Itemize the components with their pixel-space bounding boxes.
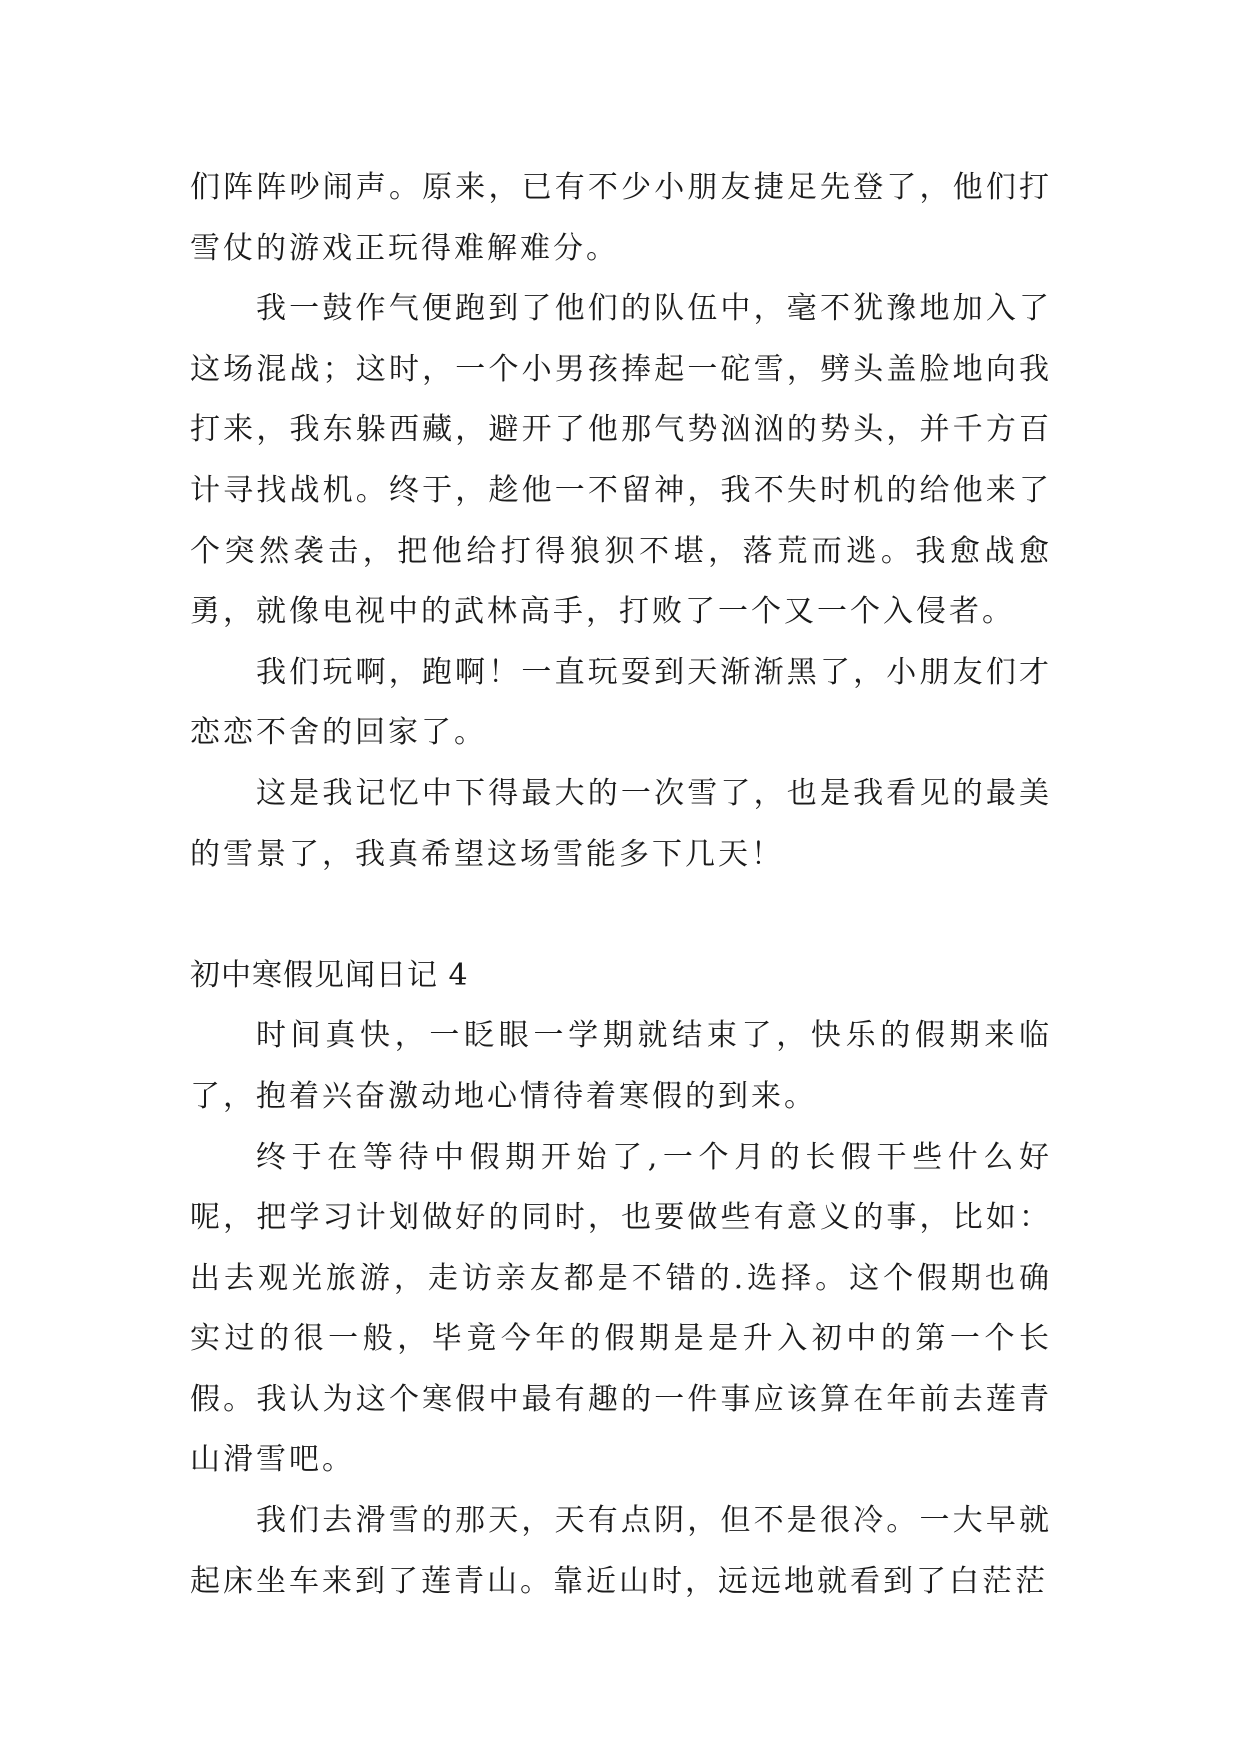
paragraph-biggest-snow: 这是我记忆中下得最大的一次雪了，也是我看见的最美的雪景了，我真希望这场雪能多下几天！ [190, 775, 1052, 872]
document-body [190, 158, 1052, 1612]
section-title: 初中寒假见闻日记 4 [190, 957, 469, 993]
paragraph-play-until-dark: 我们玩啊，跑啊！一直玩耍到天渐渐黑了，小朋友们才恋恋不舍的回家了。 [190, 654, 1052, 751]
paragraph-continuation: 们阵阵吵闹声。原来，已有不少小朋友捷足先登了，他们打雪仗的游戏正玩得难解难分。 [190, 170, 1052, 266]
paragraph-skiing-day: 我们去滑雪的那天，天有点阴，但不是很冷。一大早就起床坐车来到了莲青山。靠近山时，远远地就看到了白茫茫 [190, 1503, 1052, 1599]
paragraph-time-flies: 时间真快，一眨眼一学期就结束了，快乐的假期来临了，抱着兴奋激动地心情待着寒假的到来。 [190, 1018, 1052, 1114]
paragraph-holiday-plans: 终于在等待中假期开始了,一个月的长假干些什么好呢，把学习计划做好的同时，也要做些有意义的事，比如：出去观光旅游，走访亲友都是不错的.选择。这个假期也确实过的很一般，毕竟今年的假期是是升入初中的第一个长假。我认为这个寒假中最有趣的一件事应该算在年前去莲青山滑雪吧。 [190, 1139, 1052, 1478]
section-spacer [190, 885, 1052, 946]
paragraph-snowball-fight: 我一鼓作气便跑到了他们的队伍中，毫不犹豫地加入了这场混战；这时，一个小男孩捧起一砣雪，劈头盖脸地向我打来，我东躲西藏，避开了他那气势汹汹的势头，并千方百计寻找战机。终于，趁他一不留神，我不失时机的给他来了个突然袭击，把他给打得狼狈不堪，落荒而逃。我愈战愈勇，就像电视中的武林高手，打败了一个又一个入侵者。 [190, 291, 1052, 630]
